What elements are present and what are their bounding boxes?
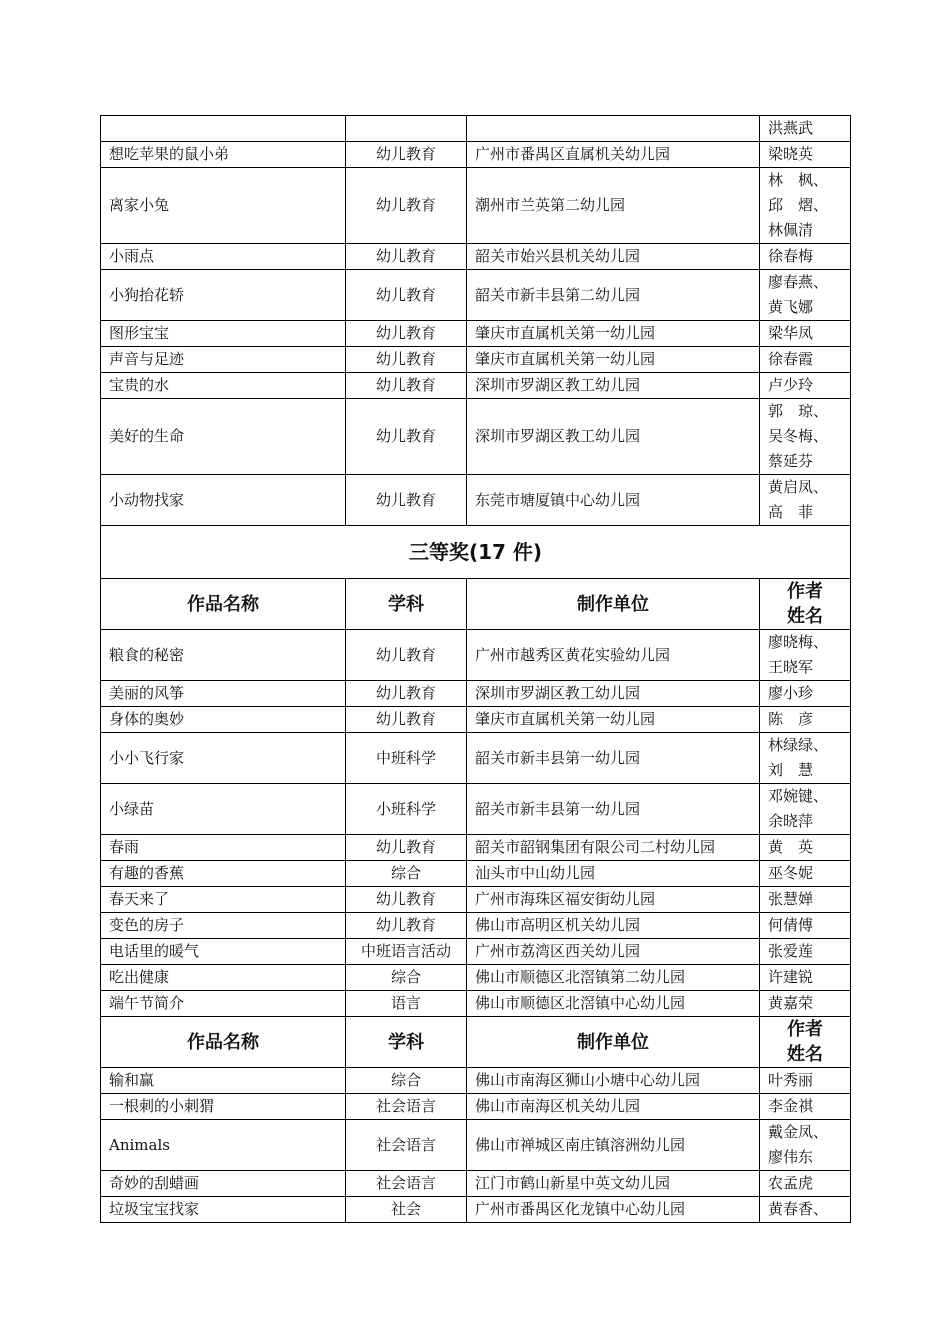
header-name: 作品名称	[101, 1017, 346, 1068]
table-block-top	[101, 116, 851, 526]
author-names: 卢少玲	[760, 373, 851, 399]
table-row	[101, 913, 851, 939]
subject: 语言	[346, 991, 467, 1017]
table-row	[101, 681, 851, 707]
work-name: 奇妙的刮蜡画	[101, 1171, 346, 1197]
author-names: 梁晓英	[760, 142, 851, 168]
table-row	[101, 399, 851, 475]
table-row	[101, 168, 851, 244]
header-author: 作者 姓名	[760, 579, 851, 630]
work-name: 一根刺的小刺猬	[101, 1094, 346, 1120]
work-name: 离家小兔	[101, 168, 346, 244]
production-unit: 广州市番禺区直属机关幼儿园	[467, 142, 760, 168]
production-unit: 广州市海珠区福安街幼儿园	[467, 887, 760, 913]
production-unit: 潮州市兰英第二幼儿园	[467, 168, 760, 244]
production-unit: 佛山市顺德区北滘镇第二幼儿园	[467, 965, 760, 991]
subject: 综合	[346, 965, 467, 991]
work-name: Animals	[101, 1120, 346, 1171]
section-title-block	[101, 526, 851, 579]
subject: 社会语言	[346, 1120, 467, 1171]
production-unit: 肇庆市直属机关第一幼儿园	[467, 321, 760, 347]
author-names: 许建锐	[760, 965, 851, 991]
subject: 中班科学	[346, 733, 467, 784]
author-names: 徐春梅	[760, 244, 851, 270]
work-name: 吃出健康	[101, 965, 346, 991]
author-names: 廖春燕、 黄飞娜	[760, 270, 851, 321]
header-name: 作品名称	[101, 579, 346, 630]
production-unit: 肇庆市直属机关第一幼儿园	[467, 707, 760, 733]
production-unit: 韶关市新丰县第二幼儿园	[467, 270, 760, 321]
author-names: 叶秀丽	[760, 1068, 851, 1094]
production-unit: 韶关市新丰县第一幼儿园	[467, 733, 760, 784]
production-unit	[467, 116, 760, 142]
table-row	[101, 373, 851, 399]
author-names: 林 枫、 邱 熠、 林佩清	[760, 168, 851, 244]
author-names: 廖小珍	[760, 681, 851, 707]
subject: 综合	[346, 861, 467, 887]
subject: 社会语言	[346, 1171, 467, 1197]
work-name: 春天来了	[101, 887, 346, 913]
work-name	[101, 116, 346, 142]
work-name: 春雨	[101, 835, 346, 861]
subject: 中班语言活动	[346, 939, 467, 965]
subject: 幼儿教育	[346, 887, 467, 913]
section-title: 三等奖(17 件)	[101, 526, 851, 579]
subject: 幼儿教育	[346, 399, 467, 475]
production-unit: 深圳市罗湖区教工幼儿园	[467, 373, 760, 399]
work-name: 小动物找家	[101, 475, 346, 526]
header-subject: 学科	[346, 1017, 467, 1068]
author-names: 陈 彦	[760, 707, 851, 733]
work-name: 小小飞行家	[101, 733, 346, 784]
author-names: 巫冬妮	[760, 861, 851, 887]
subject: 幼儿教育	[346, 835, 467, 861]
table-row	[101, 116, 851, 142]
author-names: 黄嘉荣	[760, 991, 851, 1017]
subject: 幼儿教育	[346, 373, 467, 399]
production-unit: 东莞市塘厦镇中心幼儿园	[467, 475, 760, 526]
production-unit: 佛山市高明区机关幼儿园	[467, 913, 760, 939]
production-unit: 佛山市顺德区北滘镇中心幼儿园	[467, 991, 760, 1017]
table-row	[101, 991, 851, 1017]
work-name: 美好的生命	[101, 399, 346, 475]
work-name: 有趣的香蕉	[101, 861, 346, 887]
table-row	[101, 707, 851, 733]
work-name: 小狗抬花轿	[101, 270, 346, 321]
production-unit: 广州市番禺区化龙镇中心幼儿园	[467, 1197, 760, 1223]
work-name: 美丽的风筝	[101, 681, 346, 707]
table-block-third-prize	[101, 579, 851, 1017]
table-row	[101, 244, 851, 270]
production-unit: 广州市越秀区黄花实验幼儿园	[467, 630, 760, 681]
work-name: 粮食的秘密	[101, 630, 346, 681]
production-unit: 佛山市南海区狮山小塘中心幼儿园	[467, 1068, 760, 1094]
production-unit: 佛山市南海区机关幼儿园	[467, 1094, 760, 1120]
subject: 幼儿教育	[346, 347, 467, 373]
subject: 社会语言	[346, 1094, 467, 1120]
author-names: 黄春香、	[760, 1197, 851, 1223]
award-table	[100, 115, 851, 1223]
work-name: 电话里的暖气	[101, 939, 346, 965]
subject: 社会	[346, 1197, 467, 1223]
subject: 幼儿教育	[346, 475, 467, 526]
author-names: 何倩傅	[760, 913, 851, 939]
table-row	[101, 733, 851, 784]
author-names: 林绿绿、 刘 慧	[760, 733, 851, 784]
subject: 小班科学	[346, 784, 467, 835]
subject: 幼儿教育	[346, 681, 467, 707]
author-names: 黄启凤、 高 菲	[760, 475, 851, 526]
author-names: 邓婉键、 余晓萍	[760, 784, 851, 835]
work-name: 图形宝宝	[101, 321, 346, 347]
author-names: 李金祺	[760, 1094, 851, 1120]
production-unit: 肇庆市直属机关第一幼儿园	[467, 347, 760, 373]
production-unit: 韶关市韶钢集团有限公司二村幼儿园	[467, 835, 760, 861]
author-names: 戴金凤、 廖伟东	[760, 1120, 851, 1171]
author-names: 农孟虎	[760, 1171, 851, 1197]
table-row	[101, 270, 851, 321]
table-row	[101, 1120, 851, 1171]
table-row	[101, 965, 851, 991]
work-name: 身体的奥妙	[101, 707, 346, 733]
production-unit: 广州市荔湾区西关幼儿园	[467, 939, 760, 965]
production-unit: 深圳市罗湖区教工幼儿园	[467, 399, 760, 475]
production-unit: 汕头市中山幼儿园	[467, 861, 760, 887]
subject: 幼儿教育	[346, 630, 467, 681]
subject: 幼儿教育	[346, 244, 467, 270]
table-block-continued	[101, 1017, 851, 1223]
production-unit: 佛山市禅城区南庄镇溶洲幼儿园	[467, 1120, 760, 1171]
subject: 幼儿教育	[346, 270, 467, 321]
work-name: 想吃苹果的鼠小弟	[101, 142, 346, 168]
table-header-row	[101, 579, 851, 630]
production-unit: 江门市鹤山新星中英文幼儿园	[467, 1171, 760, 1197]
production-unit: 韶关市始兴县机关幼儿园	[467, 244, 760, 270]
subject: 幼儿教育	[346, 707, 467, 733]
table-row	[101, 784, 851, 835]
subject: 综合	[346, 1068, 467, 1094]
subject: 幼儿教育	[346, 913, 467, 939]
table-row	[101, 321, 851, 347]
author-names: 洪燕武	[760, 116, 851, 142]
table-row	[101, 939, 851, 965]
work-name: 垃圾宝宝找家	[101, 1197, 346, 1223]
production-unit: 深圳市罗湖区教工幼儿园	[467, 681, 760, 707]
table-row	[101, 347, 851, 373]
author-names: 张爱莲	[760, 939, 851, 965]
work-name: 输和赢	[101, 1068, 346, 1094]
table-row	[101, 475, 851, 526]
table-row	[101, 1094, 851, 1120]
header-subject: 学科	[346, 579, 467, 630]
author-names: 郭 琼、 吴冬梅、 蔡延芬	[760, 399, 851, 475]
work-name: 变色的房子	[101, 913, 346, 939]
table-row	[101, 1197, 851, 1223]
header-unit: 制作单位	[467, 579, 760, 630]
table-row	[101, 1068, 851, 1094]
table-row	[101, 142, 851, 168]
subject: 幼儿教育	[346, 168, 467, 244]
production-unit: 韶关市新丰县第一幼儿园	[467, 784, 760, 835]
table-row	[101, 835, 851, 861]
work-name: 端午节简介	[101, 991, 346, 1017]
table-row	[101, 1171, 851, 1197]
header-unit: 制作单位	[467, 1017, 760, 1068]
subject: 幼儿教育	[346, 142, 467, 168]
table-row	[101, 630, 851, 681]
table-row	[101, 861, 851, 887]
author-names: 徐春霞	[760, 347, 851, 373]
subject	[346, 116, 467, 142]
header-author: 作者 姓名	[760, 1017, 851, 1068]
work-name: 小绿苗	[101, 784, 346, 835]
work-name: 宝贵的水	[101, 373, 346, 399]
author-names: 张慧婵	[760, 887, 851, 913]
work-name: 小雨点	[101, 244, 346, 270]
author-names: 廖晓梅、 王晓军	[760, 630, 851, 681]
table-header-row	[101, 1017, 851, 1068]
work-name: 声音与足迹	[101, 347, 346, 373]
subject: 幼儿教育	[346, 321, 467, 347]
author-names: 黄 英	[760, 835, 851, 861]
author-names: 梁华凤	[760, 321, 851, 347]
table-row	[101, 887, 851, 913]
